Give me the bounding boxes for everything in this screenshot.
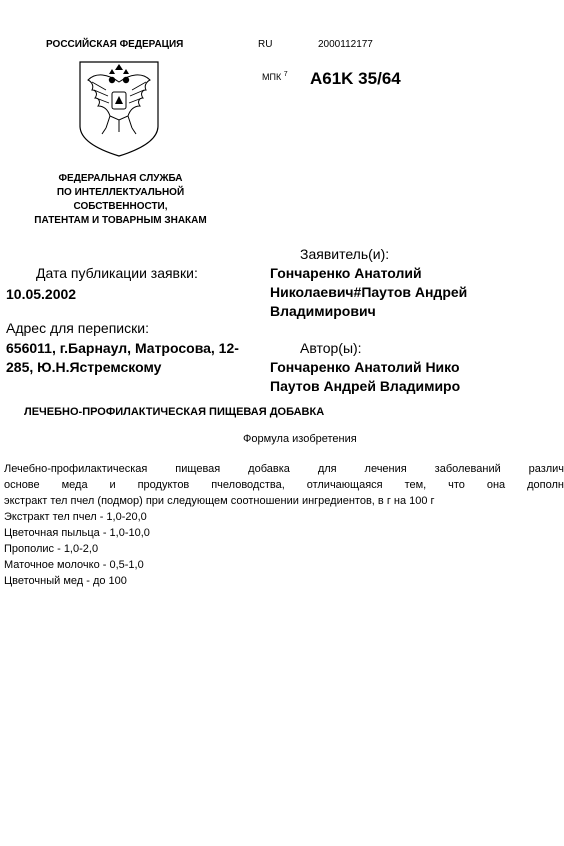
agency-line: ПО ИНТЕЛЛЕКТУАЛЬНОЙ — [56, 187, 185, 198]
document-number: 2000112177 — [318, 39, 373, 50]
ipc-code: A61K 35/64 — [310, 69, 401, 88]
authors-label: Автор(ы): — [300, 340, 362, 356]
coat-of-arms-emblem — [78, 60, 160, 158]
ingredient-item: Цветочный мед - до 100 — [4, 575, 127, 587]
author-line: Паутов Андрей Владимиро — [270, 378, 461, 394]
applicant-line: Владимирович — [270, 303, 376, 319]
authors-names — [270, 358, 475, 396]
claims-paragraph-line: основе меда и продуктов пчеловодства, отличающаяся тем, что она дополн — [4, 479, 564, 491]
ipc-label: МПК $^7$ — [262, 71, 288, 82]
agency-name — [18, 172, 223, 228]
invention-title: ЛЕЧЕБНО-ПРОФИЛАКТИЧЕСКАЯ ПИЩЕВАЯ ДОБАВКА — [24, 406, 325, 418]
country-name: РОССИЙСКАЯ ФЕДЕРАЦИЯ — [46, 39, 184, 50]
claims-paragraph-line: экстракт тел пчел (подмор) при следующем соотношении ингредиентов, в г на 100 г — [4, 495, 435, 507]
claims-heading: Формула изобретения — [243, 433, 357, 445]
agency-line: СОБСТВЕННОСТИ, — [73, 201, 168, 212]
applicant-line: Гончаренко Анатолий — [270, 265, 422, 281]
claims-paragraph-line: Лечебно-профилактическая пищевая добавка для лечения заболеваний различ — [4, 463, 564, 475]
ingredient-item: Цветочная пыльца - 1,0-10,0 — [4, 527, 150, 539]
applicant-line: Николаевич#Паутов Андрей — [270, 284, 468, 300]
applicant-label: Заявитель(и): — [300, 246, 390, 262]
applicant-name — [270, 264, 475, 321]
ingredient-item: Экстракт тел пчел - 1,0-20,0 — [4, 511, 147, 523]
ingredient-item: Прополис - 1,0-2,0 — [4, 543, 99, 555]
publication-date-label: Дата публикации заявки: — [36, 265, 198, 281]
author-line: Гончаренко Анатолий Нико — [270, 359, 460, 375]
address-value: 656011, г.Барнаул, Матросова, 12-285, Ю.Н.Ястремскому — [6, 340, 239, 375]
country-code: RU — [258, 39, 273, 50]
address-label: Адрес для переписки: — [6, 320, 149, 336]
agency-line: ПАТЕНТАМ И ТОВАРНЫМ ЗНАКАМ — [34, 215, 207, 226]
ingredient-item: Маточное молочко - 0,5-1,0 — [4, 559, 144, 571]
publication-date: 10.05.2002 — [6, 286, 77, 302]
claims-body — [4, 461, 564, 589]
agency-line: ФЕДЕРАЛЬНАЯ СЛУЖБА — [58, 173, 183, 184]
